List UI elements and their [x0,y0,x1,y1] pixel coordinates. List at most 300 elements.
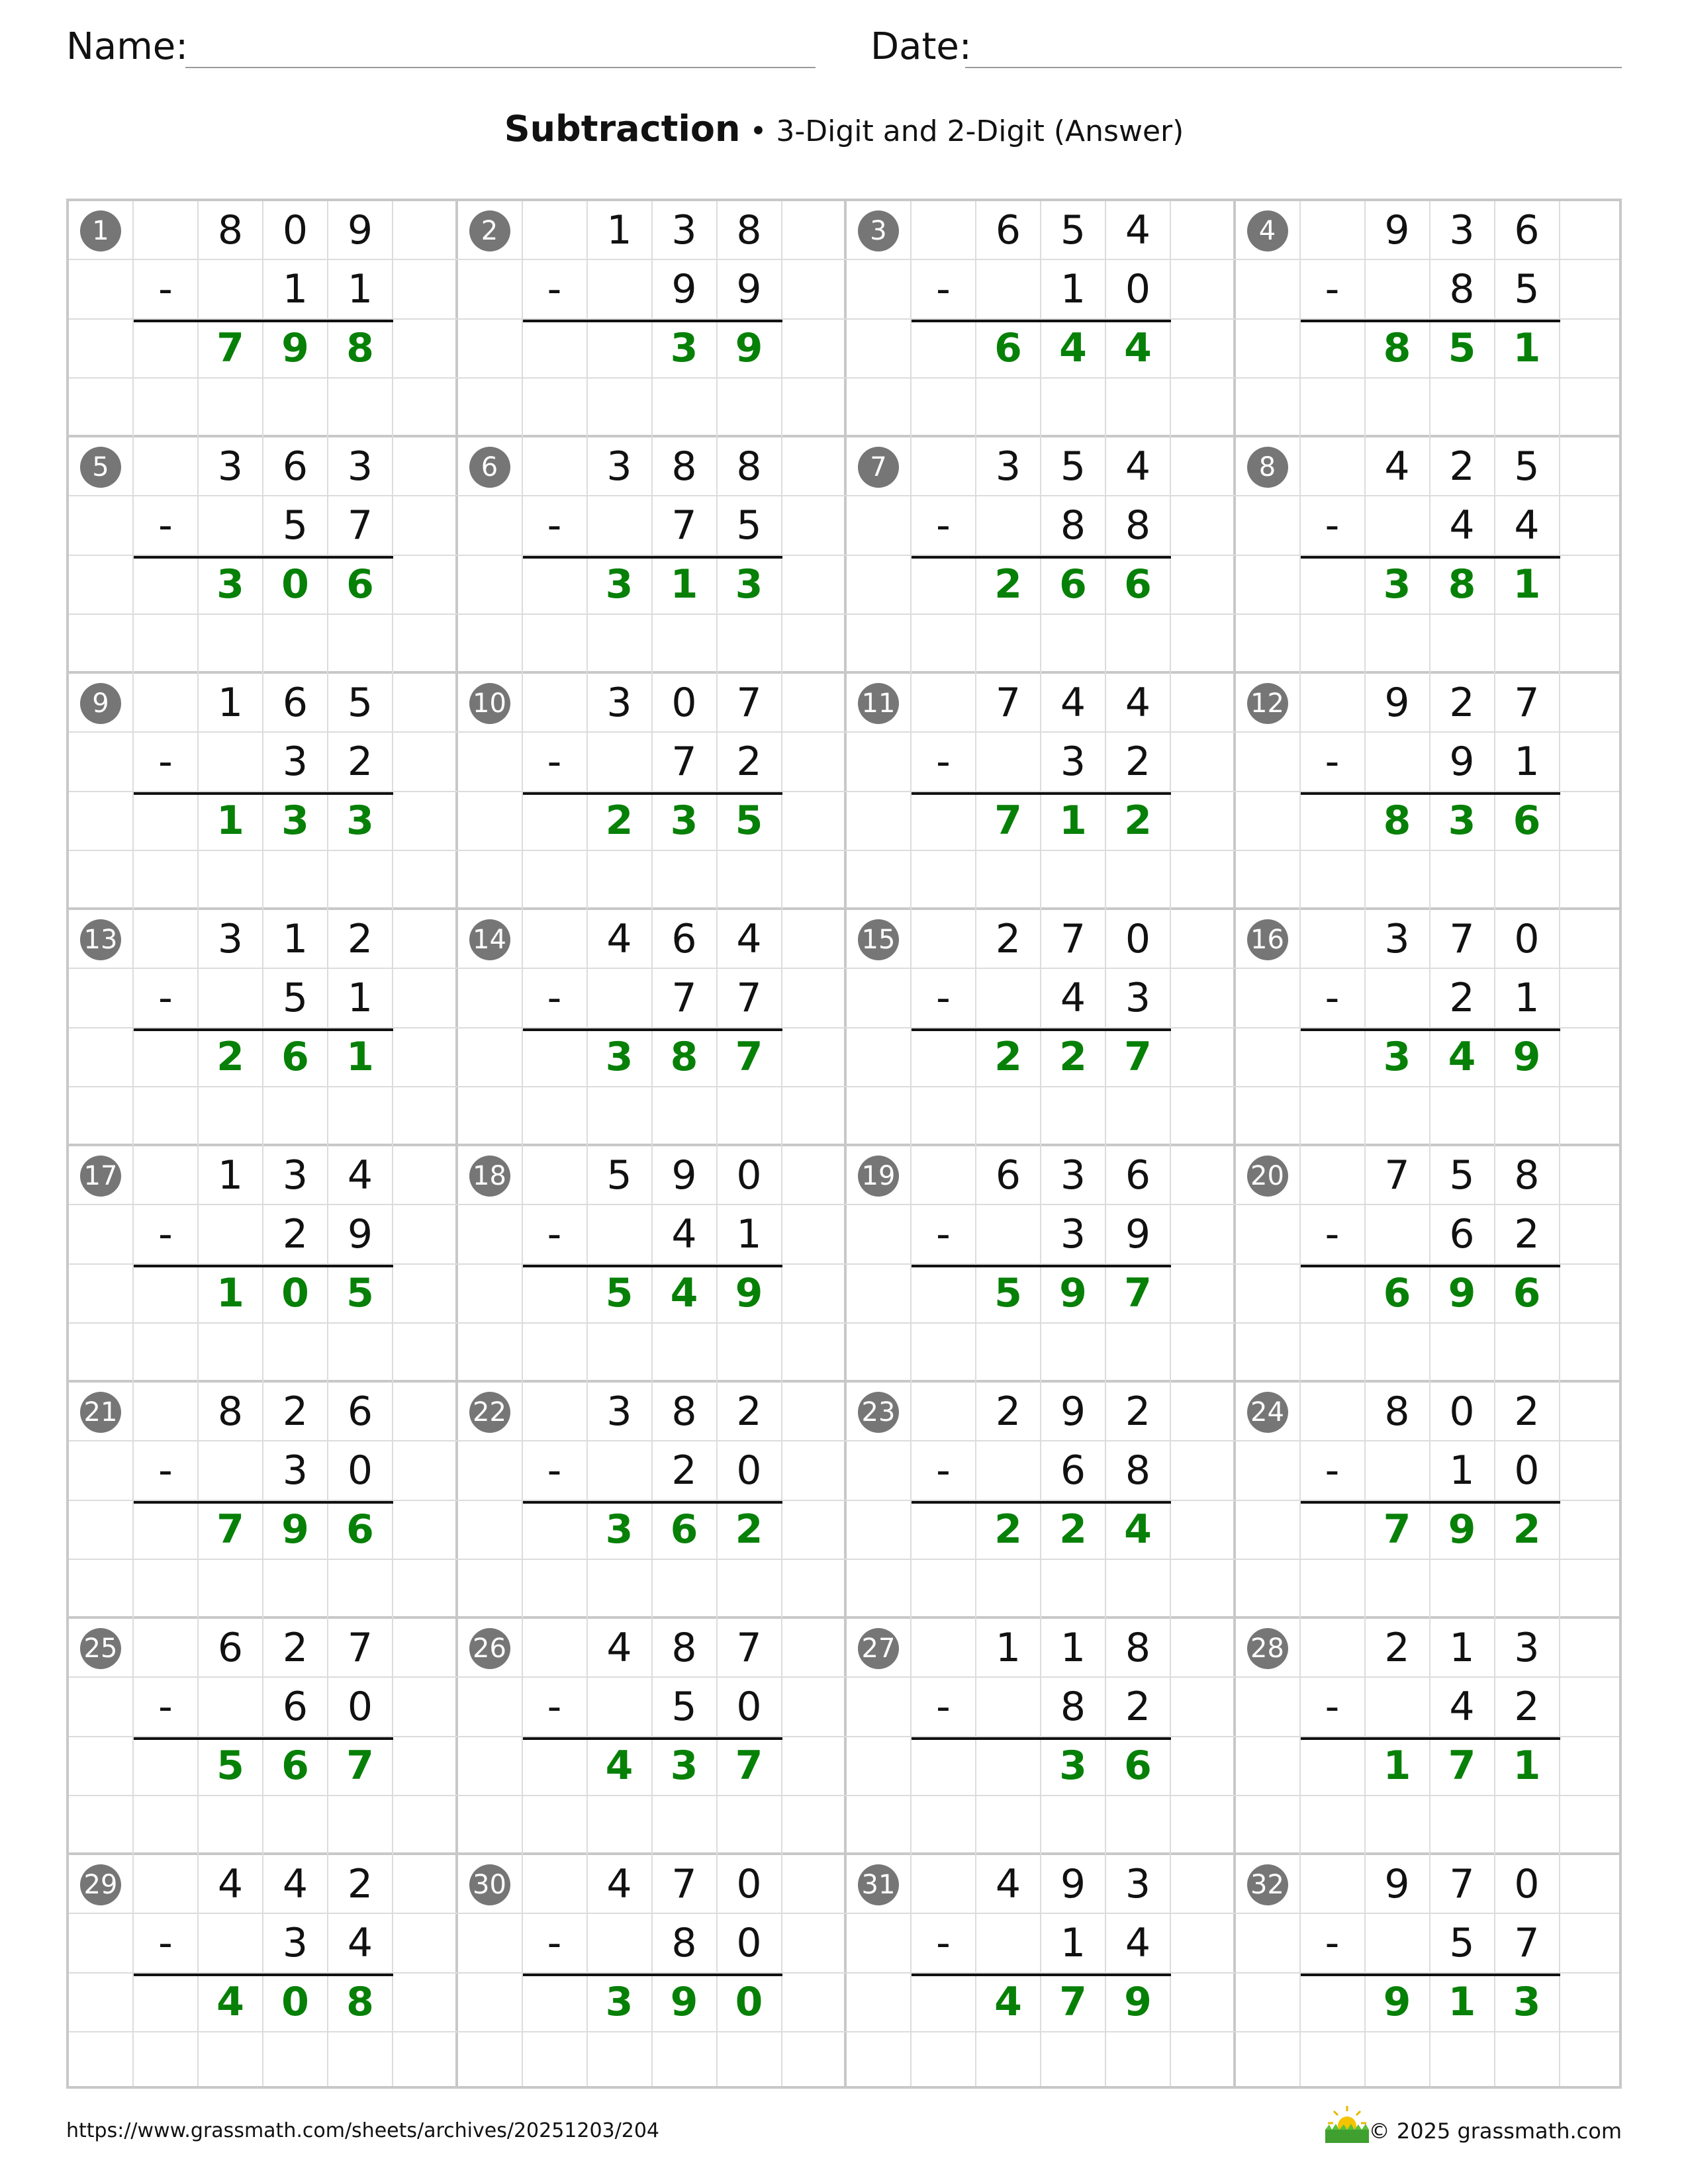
top-digit: 2 [263,1619,328,1678]
answer-rule [134,1501,393,1504]
answer-digit: 7 [1106,1028,1171,1087]
grid-cell [976,851,1041,910]
grid-cell [912,1087,976,1146]
question-number-badge: 16 [1247,919,1288,960]
grid-cell [1236,1205,1301,1264]
grid-cell [847,733,912,792]
question-number-badge: 18 [469,1156,510,1197]
top-digit: 8 [653,437,718,496]
grid-cell [1236,1560,1301,1619]
answer-digit: 3 [263,792,328,851]
grid-cell [782,1560,847,1619]
grid-cell [1430,615,1495,674]
grid-cell [393,851,458,910]
problem-15 [847,910,1236,1146]
minus-sign: - [523,1678,588,1737]
grid-cell [588,1796,653,1855]
grid-cell [1171,1914,1236,1973]
grid-cell [1106,851,1171,910]
top-digit: 0 [1495,910,1560,969]
grid-cell [263,2032,328,2089]
grid-cell [134,1737,199,1796]
grid-cell [199,1324,263,1383]
grid-cell [782,1146,847,1205]
answer-digit: 9 [1430,1265,1495,1324]
top-digit: 3 [328,437,393,496]
grid-cell [1106,1087,1171,1146]
answer-digit: 3 [588,1974,653,2032]
grid-cell [653,615,718,674]
grid-cell [1236,379,1301,437]
grid-cell [1301,556,1366,615]
answer-digit: 1 [328,1028,393,1087]
grid-cell [523,1383,588,1441]
answer-digit: 2 [718,1501,782,1560]
problem-29 [69,1855,458,2089]
answer-digit: 3 [588,1501,653,1560]
grid-cell [1301,1501,1366,1560]
answer-rule [523,1501,782,1504]
grid-cell [393,1914,458,1973]
answer-digit: 3 [1495,1974,1560,2032]
bottom-digit: 1 [1495,733,1560,792]
grid-cell [1560,1441,1622,1500]
top-digit: 3 [588,437,653,496]
top-digit: 0 [1106,910,1171,969]
grid-cell [393,792,458,851]
grid-cell [718,615,782,674]
grid-cell [847,1087,912,1146]
top-digit: 2 [1106,1383,1171,1441]
grid-cell [69,969,134,1028]
answer-digit: 5 [718,792,782,851]
bottom-digit: 3 [263,1441,328,1500]
grid-cell [1301,1737,1366,1796]
problem-13 [69,910,458,1146]
question-number-badge: 31 [858,1864,899,1905]
grid-cell [588,1678,653,1737]
grid-cell [847,1974,912,2032]
name-label: Name: [66,25,189,68]
top-digit: 5 [328,674,393,733]
top-digit: 0 [718,1855,782,1914]
problem-9 [69,674,458,910]
grid-cell [1171,674,1236,733]
grid-cell [393,1028,458,1087]
top-digit: 7 [718,674,782,733]
grid-cell [782,1678,847,1737]
grid-cell [588,1441,653,1500]
grid-cell [199,496,263,555]
grid-cell [1106,615,1171,674]
bottom-digit: 2 [718,733,782,792]
grid-cell [69,1974,134,2032]
grid-cell [782,674,847,733]
top-digit: 0 [718,1146,782,1205]
grid-cell [976,1087,1041,1146]
grid-cell [1366,615,1430,674]
grid-cell [1560,1737,1622,1796]
bottom-digit: 8 [1041,496,1106,555]
answer-digit: 9 [1495,1028,1560,1087]
grid-cell [134,1324,199,1383]
grid-cell [718,1560,782,1619]
grid-cell [393,674,458,733]
answer-digit: 4 [1106,320,1171,379]
sun-grass-icon [1324,2105,1370,2144]
name-line[interactable] [185,67,816,68]
grid-cell [1301,1796,1366,1855]
grid-cell [393,1737,458,1796]
grid-cell [393,437,458,496]
answer-digit: 4 [653,1265,718,1324]
answer-digit: 0 [263,1265,328,1324]
top-digit: 5 [1430,1146,1495,1205]
top-digit: 4 [199,1855,263,1914]
minus-sign: - [912,969,976,1028]
grid-cell [1366,1324,1430,1383]
grid-cell [393,1265,458,1324]
answer-digit: 3 [1041,1737,1106,1796]
top-digit: 6 [263,674,328,733]
question-number-badge: 8 [1247,447,1288,488]
grid-cell [1301,1028,1366,1087]
grid-cell [393,1383,458,1441]
grid-cell [69,615,134,674]
grid-cell [134,1855,199,1914]
minus-sign: - [523,1441,588,1500]
top-digit: 1 [588,201,653,260]
grid-cell [1236,792,1301,851]
title-main: Subtraction [504,108,741,150]
grid-cell [847,320,912,379]
grid-cell [393,260,458,319]
grid-cell [782,792,847,851]
bottom-digit: 9 [328,1205,393,1264]
answer-rule [134,320,393,322]
bottom-digit: 2 [263,1205,328,1264]
minus-sign: - [1301,969,1366,1028]
grid-cell [69,2032,134,2089]
grid-cell [134,379,199,437]
grid-cell [458,615,523,674]
grid-cell [1171,1028,1236,1087]
footer-copyright: © 2025 grassmath.com [1368,2118,1622,2144]
bottom-digit: 7 [653,733,718,792]
top-digit: 8 [653,1383,718,1441]
problem-25 [69,1619,458,1855]
question-number-badge: 21 [80,1392,121,1433]
grid-cell [912,674,976,733]
grid-cell [69,1796,134,1855]
grid-cell [847,969,912,1028]
answer-digit: 9 [1430,1501,1495,1560]
grid-cell [393,1619,458,1678]
problem-5 [69,437,458,674]
grid-cell [1236,615,1301,674]
grid-cell [1560,674,1622,733]
question-number-badge: 26 [469,1628,510,1669]
top-digit: 8 [1366,1383,1430,1441]
problem-23 [847,1383,1236,1619]
grid-cell [1171,260,1236,319]
grid-cell [718,379,782,437]
grid-cell [1171,437,1236,496]
answer-rule [1301,320,1560,322]
grid-cell [718,1324,782,1383]
top-digit: 7 [1495,674,1560,733]
grid-cell [523,615,588,674]
answer-rule [912,1974,1171,1976]
answer-digit: 3 [653,320,718,379]
answer-digit: 9 [1106,1974,1171,2032]
grid-cell [782,1796,847,1855]
top-digit: 8 [718,201,782,260]
bottom-digit: 0 [718,1441,782,1500]
grid-cell [1171,379,1236,437]
grid-cell [1495,1324,1560,1383]
grid-cell [458,1737,523,1796]
worksheet-grid [66,199,1622,2089]
grid-cell [1560,1914,1622,1973]
question-number-badge: 3 [858,210,899,251]
grid-cell [523,556,588,615]
grid-cell [782,556,847,615]
answer-digit: 1 [1495,1737,1560,1796]
grid-cell [1560,1205,1622,1264]
bottom-digit: 5 [263,496,328,555]
grid-cell [782,1501,847,1560]
grid-cell [782,1855,847,1914]
grid-cell [1236,1087,1301,1146]
answer-rule [523,1737,782,1740]
answer-digit: 1 [199,1265,263,1324]
bottom-digit: 7 [653,969,718,1028]
grid-cell [718,2032,782,2089]
top-digit: 6 [976,201,1041,260]
answer-digit: 0 [718,1974,782,2032]
grid-cell [782,1974,847,2032]
grid-cell [199,1560,263,1619]
grid-cell [1430,2032,1495,2089]
grid-cell [523,792,588,851]
top-digit: 6 [653,910,718,969]
grid-cell [523,379,588,437]
top-digit: 2 [976,1383,1041,1441]
minus-sign: - [1301,1914,1366,1973]
grid-cell [69,1678,134,1737]
problem-2 [458,201,847,437]
answer-digit: 7 [328,1737,393,1796]
answer-digit: 8 [1366,320,1430,379]
grid-cell [1171,1324,1236,1383]
bottom-digit: 3 [263,1914,328,1973]
top-digit: 9 [1366,674,1430,733]
grid-cell [134,1028,199,1087]
grid-cell [1106,379,1171,437]
top-digit: 9 [1041,1383,1106,1441]
grid-cell [1171,615,1236,674]
grid-cell [199,379,263,437]
top-digit: 3 [1106,1855,1171,1914]
grid-cell [523,1324,588,1383]
top-digit: 4 [588,1855,653,1914]
minus-sign: - [134,496,199,555]
minus-sign: - [134,1441,199,1500]
grid-cell [1560,1028,1622,1087]
grid-cell [782,201,847,260]
grid-cell [912,851,976,910]
grid-cell [134,1501,199,1560]
grid-cell [1301,792,1366,851]
answer-rule [134,1265,393,1267]
grid-cell [523,1974,588,2032]
bottom-digit: 8 [1106,1441,1171,1500]
grid-cell [1366,1441,1430,1500]
grid-cell [653,851,718,910]
minus-sign: - [134,1678,199,1737]
grid-cell [1366,969,1430,1028]
bottom-digit: 7 [1495,1914,1560,1973]
problem-21 [69,1383,458,1619]
minus-sign: - [134,260,199,319]
grid-cell [912,1560,976,1619]
top-digit: 3 [1495,1619,1560,1678]
top-digit: 8 [718,437,782,496]
grid-cell [199,733,263,792]
answer-digit: 7 [1366,1501,1430,1560]
answer-digit: 1 [1495,556,1560,615]
question-number-badge: 25 [80,1628,121,1669]
answer-digit: 1 [1430,1974,1495,2032]
grid-cell [1560,1974,1622,2032]
answer-rule [523,792,782,795]
answer-digit: 2 [1041,1501,1106,1560]
problem-27 [847,1619,1236,1855]
grid-cell [588,496,653,555]
grid-cell [1560,201,1622,260]
grid-cell [393,1146,458,1205]
grid-cell [1171,320,1236,379]
minus-sign: - [523,496,588,555]
grid-cell [1560,1265,1622,1324]
grid-cell [523,201,588,260]
grid-cell [782,2032,847,2089]
answer-digit: 4 [1041,320,1106,379]
top-digit: 7 [1041,910,1106,969]
grid-cell [328,1324,393,1383]
grid-cell [458,1265,523,1324]
grid-cell [393,1974,458,2032]
answer-digit: 5 [976,1265,1041,1324]
grid-cell [976,615,1041,674]
bottom-digit: 4 [1495,496,1560,555]
grid-cell [1171,1205,1236,1264]
question-number-badge: 7 [858,447,899,488]
grid-cell [1495,2032,1560,2089]
grid-cell [782,615,847,674]
problem-20 [1236,1146,1622,1383]
grid-cell [1236,1974,1301,2032]
grid-cell [782,1383,847,1441]
bottom-digit: 8 [653,1914,718,1973]
question-number-badge: 23 [858,1392,899,1433]
grid-cell [134,792,199,851]
grid-cell [69,733,134,792]
grid-cell [1236,969,1301,1028]
grid-cell [69,1265,134,1324]
answer-digit: 1 [1495,320,1560,379]
grid-cell [523,1560,588,1619]
answer-digit: 9 [263,1501,328,1560]
answer-rule [912,1501,1171,1504]
date-line[interactable] [965,67,1622,68]
bottom-digit: 5 [1430,1914,1495,1973]
grid-cell [1171,792,1236,851]
grid-cell [782,1619,847,1678]
question-number-badge: 27 [858,1628,899,1669]
answer-digit: 2 [1106,792,1171,851]
top-digit: 2 [1495,1383,1560,1441]
grid-cell [1171,969,1236,1028]
problem-6 [458,437,847,674]
answer-digit: 6 [328,556,393,615]
grid-cell [1301,1324,1366,1383]
grid-cell [458,320,523,379]
grid-cell [393,1560,458,1619]
bottom-digit: 0 [718,1678,782,1737]
bottom-digit: 1 [328,260,393,319]
grid-cell [847,1678,912,1737]
top-digit: 7 [976,674,1041,733]
grid-cell [1560,851,1622,910]
top-digit: 7 [328,1619,393,1678]
grid-cell [393,201,458,260]
grid-cell [134,1619,199,1678]
grid-cell [1560,792,1622,851]
answer-rule [912,1737,1171,1740]
top-digit: 2 [718,1383,782,1441]
grid-cell [1366,2032,1430,2089]
grid-cell [782,1205,847,1264]
grid-cell [912,201,976,260]
answer-digit: 5 [328,1265,393,1324]
grid-cell [782,1087,847,1146]
grid-cell [912,1619,976,1678]
top-digit: 4 [1366,437,1430,496]
answer-digit: 3 [718,556,782,615]
answer-rule [523,1974,782,1976]
answer-rule [523,1265,782,1267]
grid-cell [1171,1146,1236,1205]
grid-cell [458,1678,523,1737]
grid-cell [69,260,134,319]
bottom-digit: 2 [1106,733,1171,792]
grid-cell [1236,320,1301,379]
grid-cell [458,969,523,1028]
grid-cell [912,1796,976,1855]
grid-cell [1301,910,1366,969]
bottom-digit: 8 [1041,1678,1106,1737]
problem-7 [847,437,1236,674]
grid-cell [523,1146,588,1205]
grid-cell [1430,1796,1495,1855]
answer-digit: 8 [1366,792,1430,851]
grid-cell [393,1796,458,1855]
grid-cell [782,496,847,555]
top-digit: 2 [328,910,393,969]
grid-cell [1301,1619,1366,1678]
